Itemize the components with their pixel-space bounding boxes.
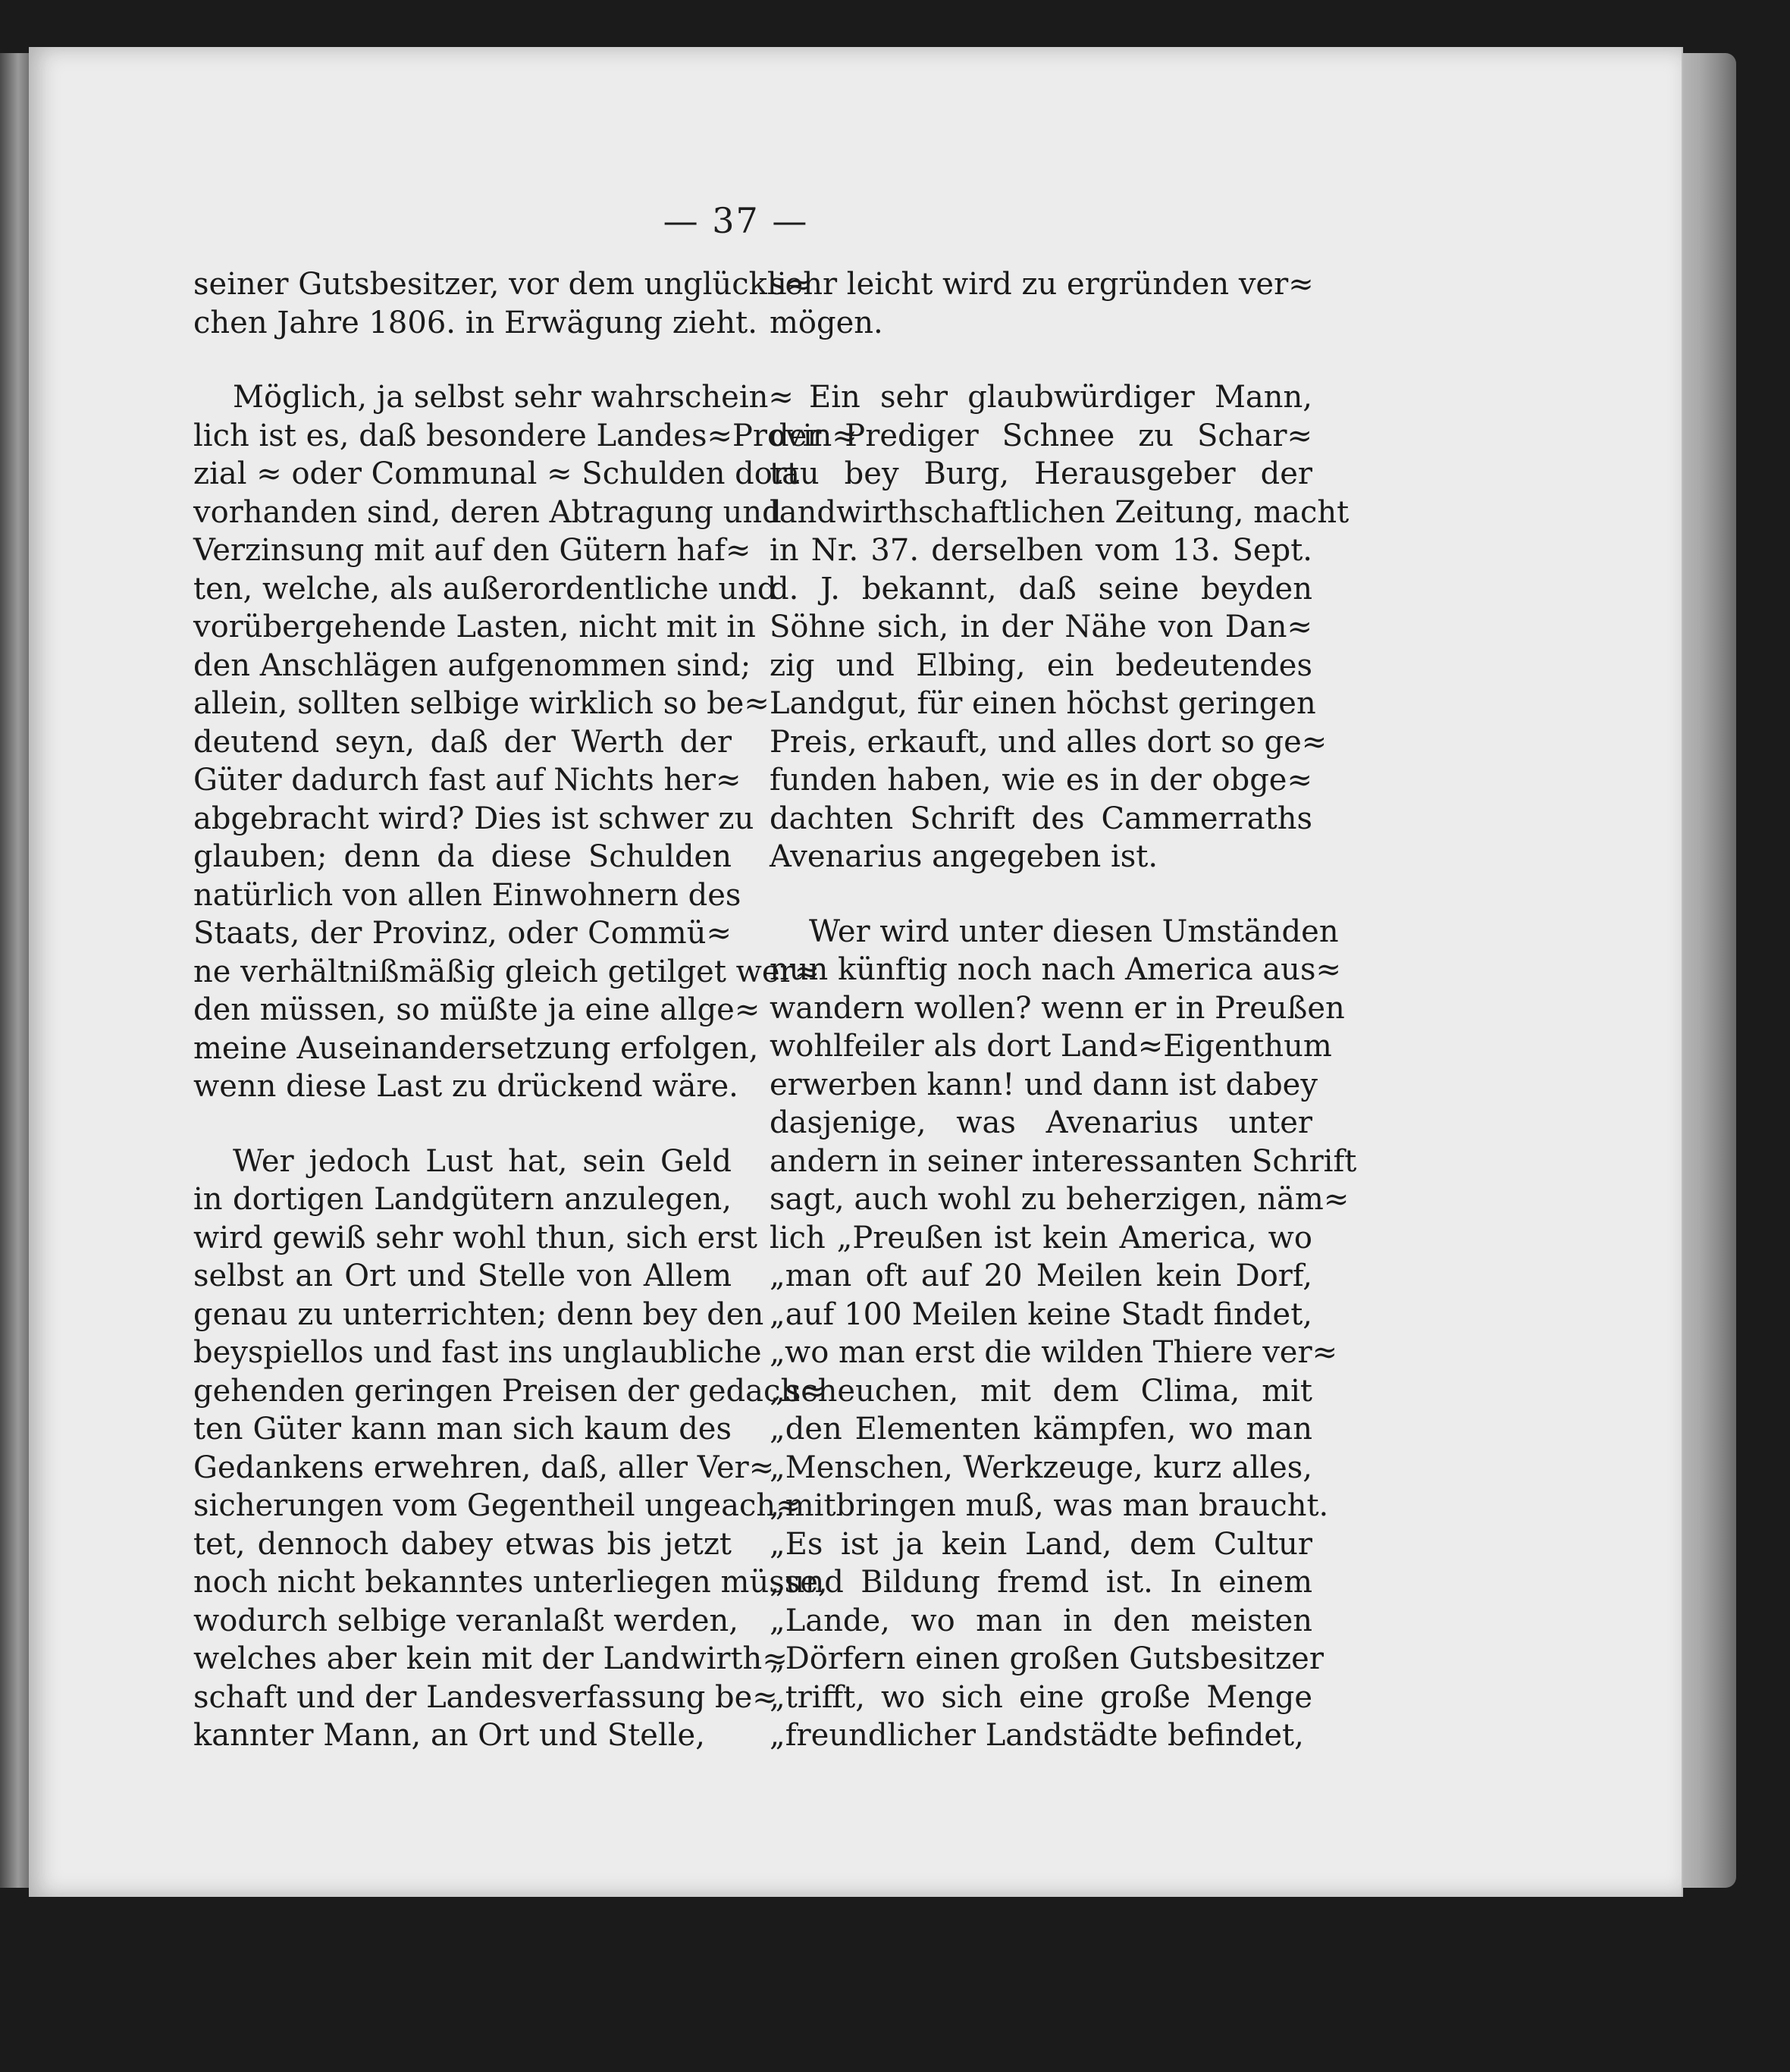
text-line: Möglich, ja selbst sehr wahrschein≈ <box>233 380 794 415</box>
text-line: „den Elementen kämpfen, wo man <box>770 1412 1312 1447</box>
text-line: kannter Mann, an Ort und Stelle, <box>193 1718 705 1753</box>
text-line: in dortigen Landgütern anzulegen, <box>193 1182 732 1217</box>
text-line: Gedankens erwehren, daß, aller Ver≈ <box>193 1450 775 1485</box>
text-line: in Nr. 37. derselben vom 13. Sept. <box>770 533 1312 568</box>
text-line: „Menschen, Werkzeuge, kurz alles, <box>770 1450 1312 1485</box>
text-line: beyspiellos und fast ins unglaubliche <box>193 1335 762 1370</box>
text-line: sehr leicht wird zu ergründen ver≈ <box>770 267 1314 302</box>
text-line: dachten Schrift des Cammerraths <box>770 801 1312 836</box>
text-line: chen Jahre 1806. in Erwägung zieht. <box>193 305 757 340</box>
text-line: selbst an Ort und Stelle von Allem <box>193 1259 732 1293</box>
text-line: abgebracht wird? Dies ist schwer zu <box>193 801 754 836</box>
text-line: zial ≈ oder Communal ≈ Schulden dort <box>193 456 800 491</box>
text-line: „man oft auf 20 Meilen kein Dorf, <box>770 1259 1312 1293</box>
text-line: natürlich von allen Einwohnern des <box>193 877 741 913</box>
paragraph <box>770 378 1350 876</box>
page-number: — 37 — <box>663 200 809 241</box>
text-line: gehenden geringen Preisen der gedach≈ <box>193 1373 826 1409</box>
text-line: „und Bildung fremd ist. In einem <box>770 1565 1312 1600</box>
text-line: d. J. bekannt, daß seine beyden <box>770 571 1312 607</box>
text-line: dasjenige, was Avenarius unter <box>770 1105 1312 1140</box>
text-line: Landgut, für einen höchst geringen <box>770 686 1316 721</box>
text-line: meine Auseinandersetzung erfolgen, <box>193 1030 759 1066</box>
text-line: der Prediger Schnee zu Schar≈ <box>770 418 1312 453</box>
text-line: genau zu unterrichten; denn bey den <box>193 1296 764 1332</box>
text-line: andern in seiner interessanten Schrift <box>770 1143 1357 1179</box>
text-line: „Lande, wo man in den meisten <box>770 1603 1312 1638</box>
text-line: ten Güter kann man sich kaum des <box>193 1412 732 1447</box>
paragraph <box>193 1143 828 1755</box>
text-line: mögen. <box>770 305 883 340</box>
text-line: allein, sollten selbige wirklich so be≈ <box>193 686 770 721</box>
text-line: lich ist es, daß besondere Landes≈Provin≈ <box>193 418 857 453</box>
text-line: den müssen, so müßte ja eine allge≈ <box>193 992 760 1027</box>
text-line: sagt, auch wohl zu beherzigen, näm≈ <box>770 1182 1350 1217</box>
text-line: noch nicht bekanntes unterliegen müsse, <box>193 1565 828 1600</box>
text-line: Preis, erkauft, und alles dort so ge≈ <box>770 724 1328 760</box>
text-line: Wer jedoch Lust hat, sein Geld <box>233 1143 732 1179</box>
paragraph <box>193 265 813 342</box>
text-line: den Anschlägen aufgenommen sind; <box>193 647 751 683</box>
right-column <box>770 265 1357 1755</box>
paragraph <box>770 913 1357 1755</box>
paragraph <box>770 265 1312 342</box>
text-line: Ein sehr glaubwürdiger Mann, <box>809 380 1312 415</box>
text-line: tet, dennoch dabey etwas bis jetzt <box>193 1526 732 1562</box>
text-line: welches aber kein mit der Landwirth≈ <box>193 1641 788 1676</box>
text-line: „scheuchen, mit dem Clima, mit <box>770 1373 1312 1409</box>
text-line: landwirthschaftlichen Zeitung, macht <box>770 494 1350 530</box>
text-line: wodurch selbige veranlaßt werden, <box>193 1603 739 1638</box>
text-line: Avenarius angegeben ist. <box>770 839 1158 874</box>
text-line: Staats, der Provinz, oder Commü≈ <box>193 916 732 951</box>
text-line: wenn diese Last zu drückend wäre. <box>193 1069 738 1104</box>
text-line: ten, welche, als außerordentliche und <box>193 571 777 607</box>
text-line: zig und Elbing, ein bedeutendes <box>770 647 1312 683</box>
text-line: vorübergehende Lasten, nicht mit in <box>193 610 756 644</box>
text-line: „Es ist ja kein Land, dem Cultur <box>770 1526 1312 1562</box>
text-line: sicherungen vom Gegentheil ungeach≈ <box>193 1488 801 1523</box>
text-line: „wo man erst die wilden Thiere ver≈ <box>770 1335 1338 1370</box>
text-line: „mitbringen muß, was man braucht. <box>770 1488 1329 1523</box>
text-line: Wer wird unter diesen Umständen <box>809 914 1339 949</box>
text-line: „freundlicher Landstädte befindet, <box>770 1718 1304 1753</box>
text-line: seiner Gutsbesitzer, vor dem unglückli≈ <box>193 267 813 302</box>
text-line: „auf 100 Meilen keine Stadt findet, <box>770 1296 1312 1332</box>
text-line: wird gewiß sehr wohl thun, sich erst <box>193 1220 757 1255</box>
text-line: Verzinsung mit auf den Gütern haf≈ <box>193 533 751 568</box>
previous-page-gutter <box>0 53 30 1888</box>
text-line: erwerben kann! und dann ist dabey <box>770 1067 1318 1102</box>
paragraph <box>193 378 857 1106</box>
text-line: lich „Preußen ist kein America, wo <box>770 1220 1312 1255</box>
text-line: wohlfeiler als dort Land≈Eigenthum <box>770 1029 1332 1064</box>
text-line: tau bey Burg, Herausgeber der <box>770 456 1312 491</box>
text-line: nun künftig noch nach America aus≈ <box>770 952 1341 987</box>
text-line: „Dörfern einen großen Gutsbesitzer <box>770 1641 1324 1676</box>
text-line: schaft und der Landesverfassung be≈ <box>193 1679 778 1715</box>
text-line: Söhne sich, in der Nähe von Dan≈ <box>770 610 1312 644</box>
text-line: glauben; denn da diese Schulden <box>193 839 732 874</box>
text-line: Güter dadurch fast auf Nichts her≈ <box>193 763 741 798</box>
text-line: funden haben, wie es in der obge≈ <box>770 763 1312 798</box>
text-line: wandern wollen? wenn er in Preußen <box>770 990 1345 1026</box>
text-line: deutend seyn, daß der Werth der <box>193 724 732 760</box>
text-line: „trifft, wo sich eine große Menge <box>770 1679 1312 1715</box>
text-line: vorhanden sind, deren Abtragung und <box>193 494 782 530</box>
text-line: ne verhältnißmäßig gleich getilget wer≈ <box>193 954 820 989</box>
